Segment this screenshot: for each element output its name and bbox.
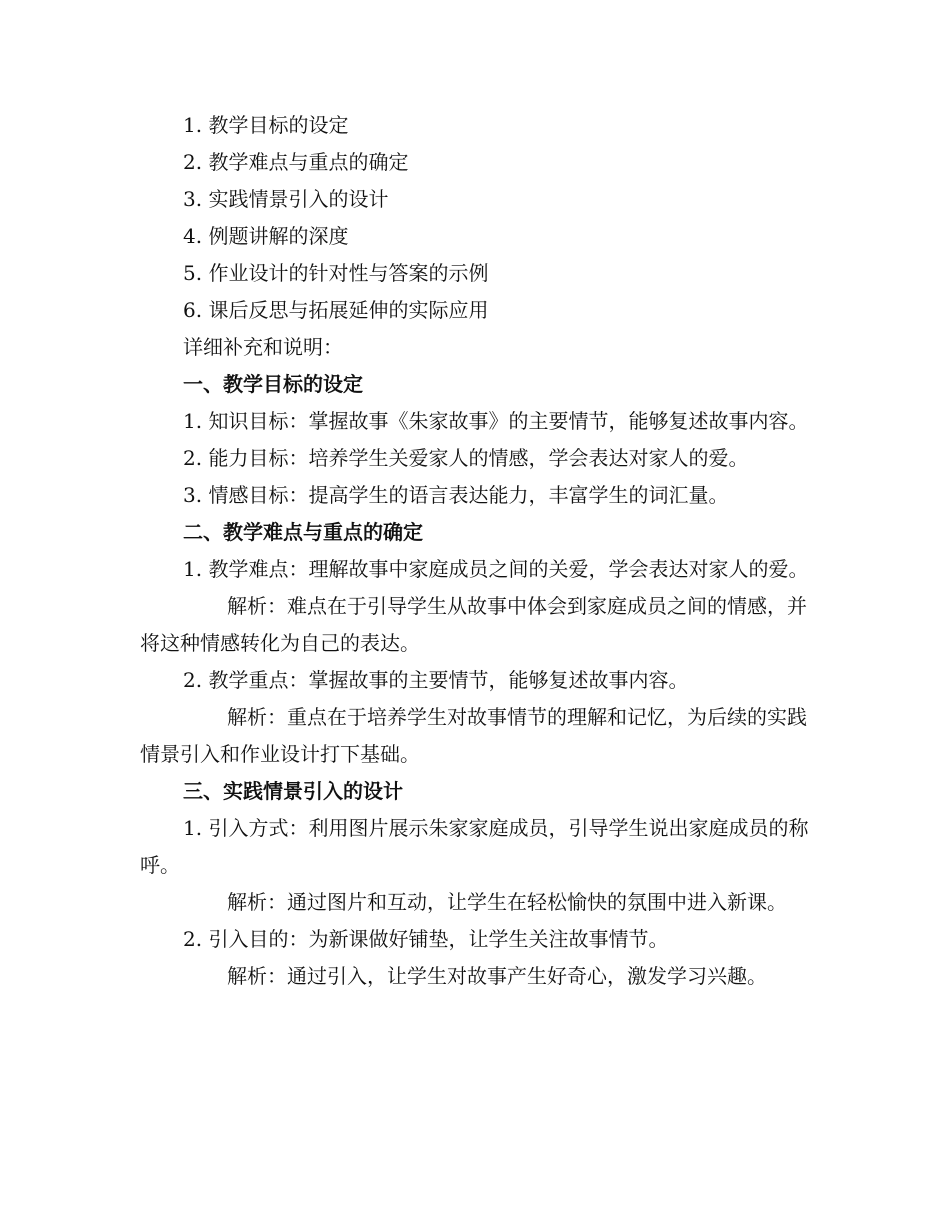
section-1-item-1: 1. 知识目标：掌握故事《朱家故事》的主要情节，能够复述故事内容。 (183, 409, 809, 433)
toc-item-4: 4. 例题讲解的深度 (183, 224, 349, 248)
section-3-heading: 三、实践情景引入的设计 (183, 779, 403, 803)
section-1-item-2: 2. 能力目标：培养学生关爱家人的情感，学会表达对家人的爱。 (183, 446, 749, 470)
section-3-analysis-1: 解析：通过图片和互动，让学生在轻松愉快的氛围中进入新课。 (227, 890, 787, 914)
section-2-item-2: 2. 教学重点：掌握故事的主要情节，能够复述故事内容。 (183, 668, 689, 692)
toc-item-3: 3. 实践情景引入的设计 (183, 187, 389, 211)
section-2-analysis-1: 解析：难点在于引导学生从故事中体会到家庭成员之间的情感，并将这种情感转化为自己的表达。 (140, 594, 807, 655)
section-1-item-3: 3. 情感目标：提高学生的语言表达能力，丰富学生的词汇量。 (183, 483, 729, 507)
section-3-item-1: 1. 引入方式：利用图片展示朱家家庭成员，引导学生说出家庭成员的称呼。 (140, 816, 809, 877)
toc-item-6: 6. 课后反思与拓展延伸的实际应用 (183, 298, 489, 322)
section-3-analysis-2: 解析：通过引入，让学生对故事产生好奇心，激发学习兴趣。 (227, 964, 767, 988)
section-2-heading: 二、教学难点与重点的确定 (183, 520, 423, 544)
toc-item-1: 1. 教学目标的设定 (183, 113, 349, 137)
intro-text: 详细补充和说明： (183, 335, 343, 359)
document-body (140, 107, 812, 995)
toc-item-2: 2. 教学难点与重点的确定 (183, 150, 409, 174)
section-1-heading: 一、教学目标的设定 (183, 372, 363, 396)
section-2-analysis-2: 解析：重点在于培养学生对故事情节的理解和记忆，为后续的实践情景引入和作业设计打下基础。 (140, 705, 807, 766)
section-2-item-1: 1. 教学难点：理解故事中家庭成员之间的关爱，学会表达对家人的爱。 (183, 557, 809, 581)
toc-item-5: 5. 作业设计的针对性与答案的示例 (183, 261, 489, 285)
section-3-item-2: 2. 引入目的：为新课做好铺垫，让学生关注故事情节。 (183, 927, 669, 951)
